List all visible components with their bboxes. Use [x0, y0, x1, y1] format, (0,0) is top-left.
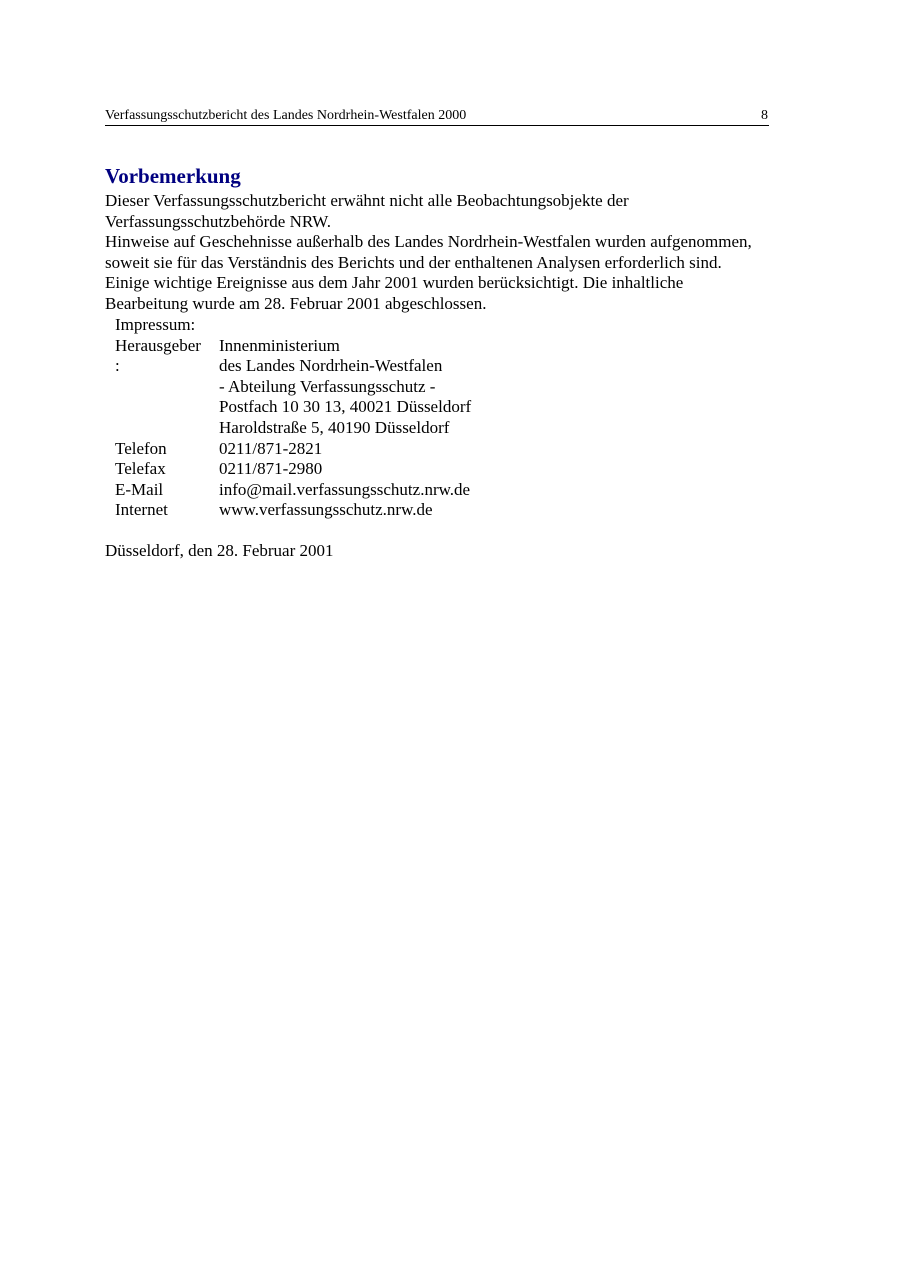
intro-line: Bearbeitung wurde am 28. Februar 2001 abgeschlossen. [105, 293, 487, 313]
publisher-line: Innenministerium [219, 335, 340, 355]
running-header [105, 107, 769, 126]
publisher-row [115, 336, 471, 357]
phone-value: 0211/871-2821 [219, 438, 323, 458]
fax-value: 0211/871-2980 [219, 459, 323, 479]
impressum-table [115, 315, 471, 521]
intro-line: Hinweise auf Geschehnisse außerhalb des Landes Nordrhein-Westfalen wurden aufgenommen, [105, 232, 752, 252]
email-label: E-Mail [115, 479, 164, 499]
phone-label: Telefon [115, 438, 167, 458]
page-number: 8 [761, 108, 768, 123]
signoff-date: Düsseldorf, den 28. Februar 2001 [105, 541, 334, 560]
publisher-row [115, 377, 471, 398]
fax-row [115, 459, 471, 480]
internet-row [115, 500, 471, 521]
publisher-line: Haroldstraße 5, 40190 Düsseldorf [219, 417, 450, 437]
intro-paragraph [105, 191, 805, 315]
phone-row [115, 439, 471, 460]
intro-line: Einige wichtige Ereignisse aus dem Jahr 2001 wurden berücksichtigt. Die inhaltliche [105, 273, 684, 293]
email-value: info@mail.verfassungsschutz.nrw.de [219, 479, 471, 499]
publisher-row [115, 397, 471, 418]
intro-line: soweit sie für das Verständnis des Berichts und der enthaltenen Analysen erforderlich sind. [105, 252, 722, 272]
internet-label: Internet [115, 500, 168, 520]
publisher-row [115, 356, 471, 377]
intro-line: Verfassungsschutzbehörde NRW. [105, 211, 331, 231]
publisher-label: Herausgeber [115, 335, 201, 355]
internet-value: www.verfassungsschutz.nrw.de [219, 500, 433, 520]
email-row [115, 480, 471, 501]
header-title: Verfassungsschutzbericht des Landes Nordrhein-Westfalen 2000 [105, 108, 467, 123]
impressum-title-row [115, 315, 471, 336]
publisher-line: Postfach 10 30 13, 40021 Düsseldorf [219, 397, 472, 417]
publisher-label-colon: : [115, 356, 120, 376]
intro-line: Dieser Verfassungsschutzbericht erwähnt nicht alle Beobachtungsobjekte der [105, 191, 629, 210]
fax-label: Telefax [115, 459, 166, 479]
section-heading: Vorbemerkung [105, 164, 241, 188]
impressum-title: Impressum: [115, 315, 196, 334]
publisher-row [115, 418, 471, 439]
publisher-line: des Landes Nordrhein-Westfalen [219, 356, 443, 376]
publisher-line: - Abteilung Verfassungsschutz - [219, 376, 436, 396]
